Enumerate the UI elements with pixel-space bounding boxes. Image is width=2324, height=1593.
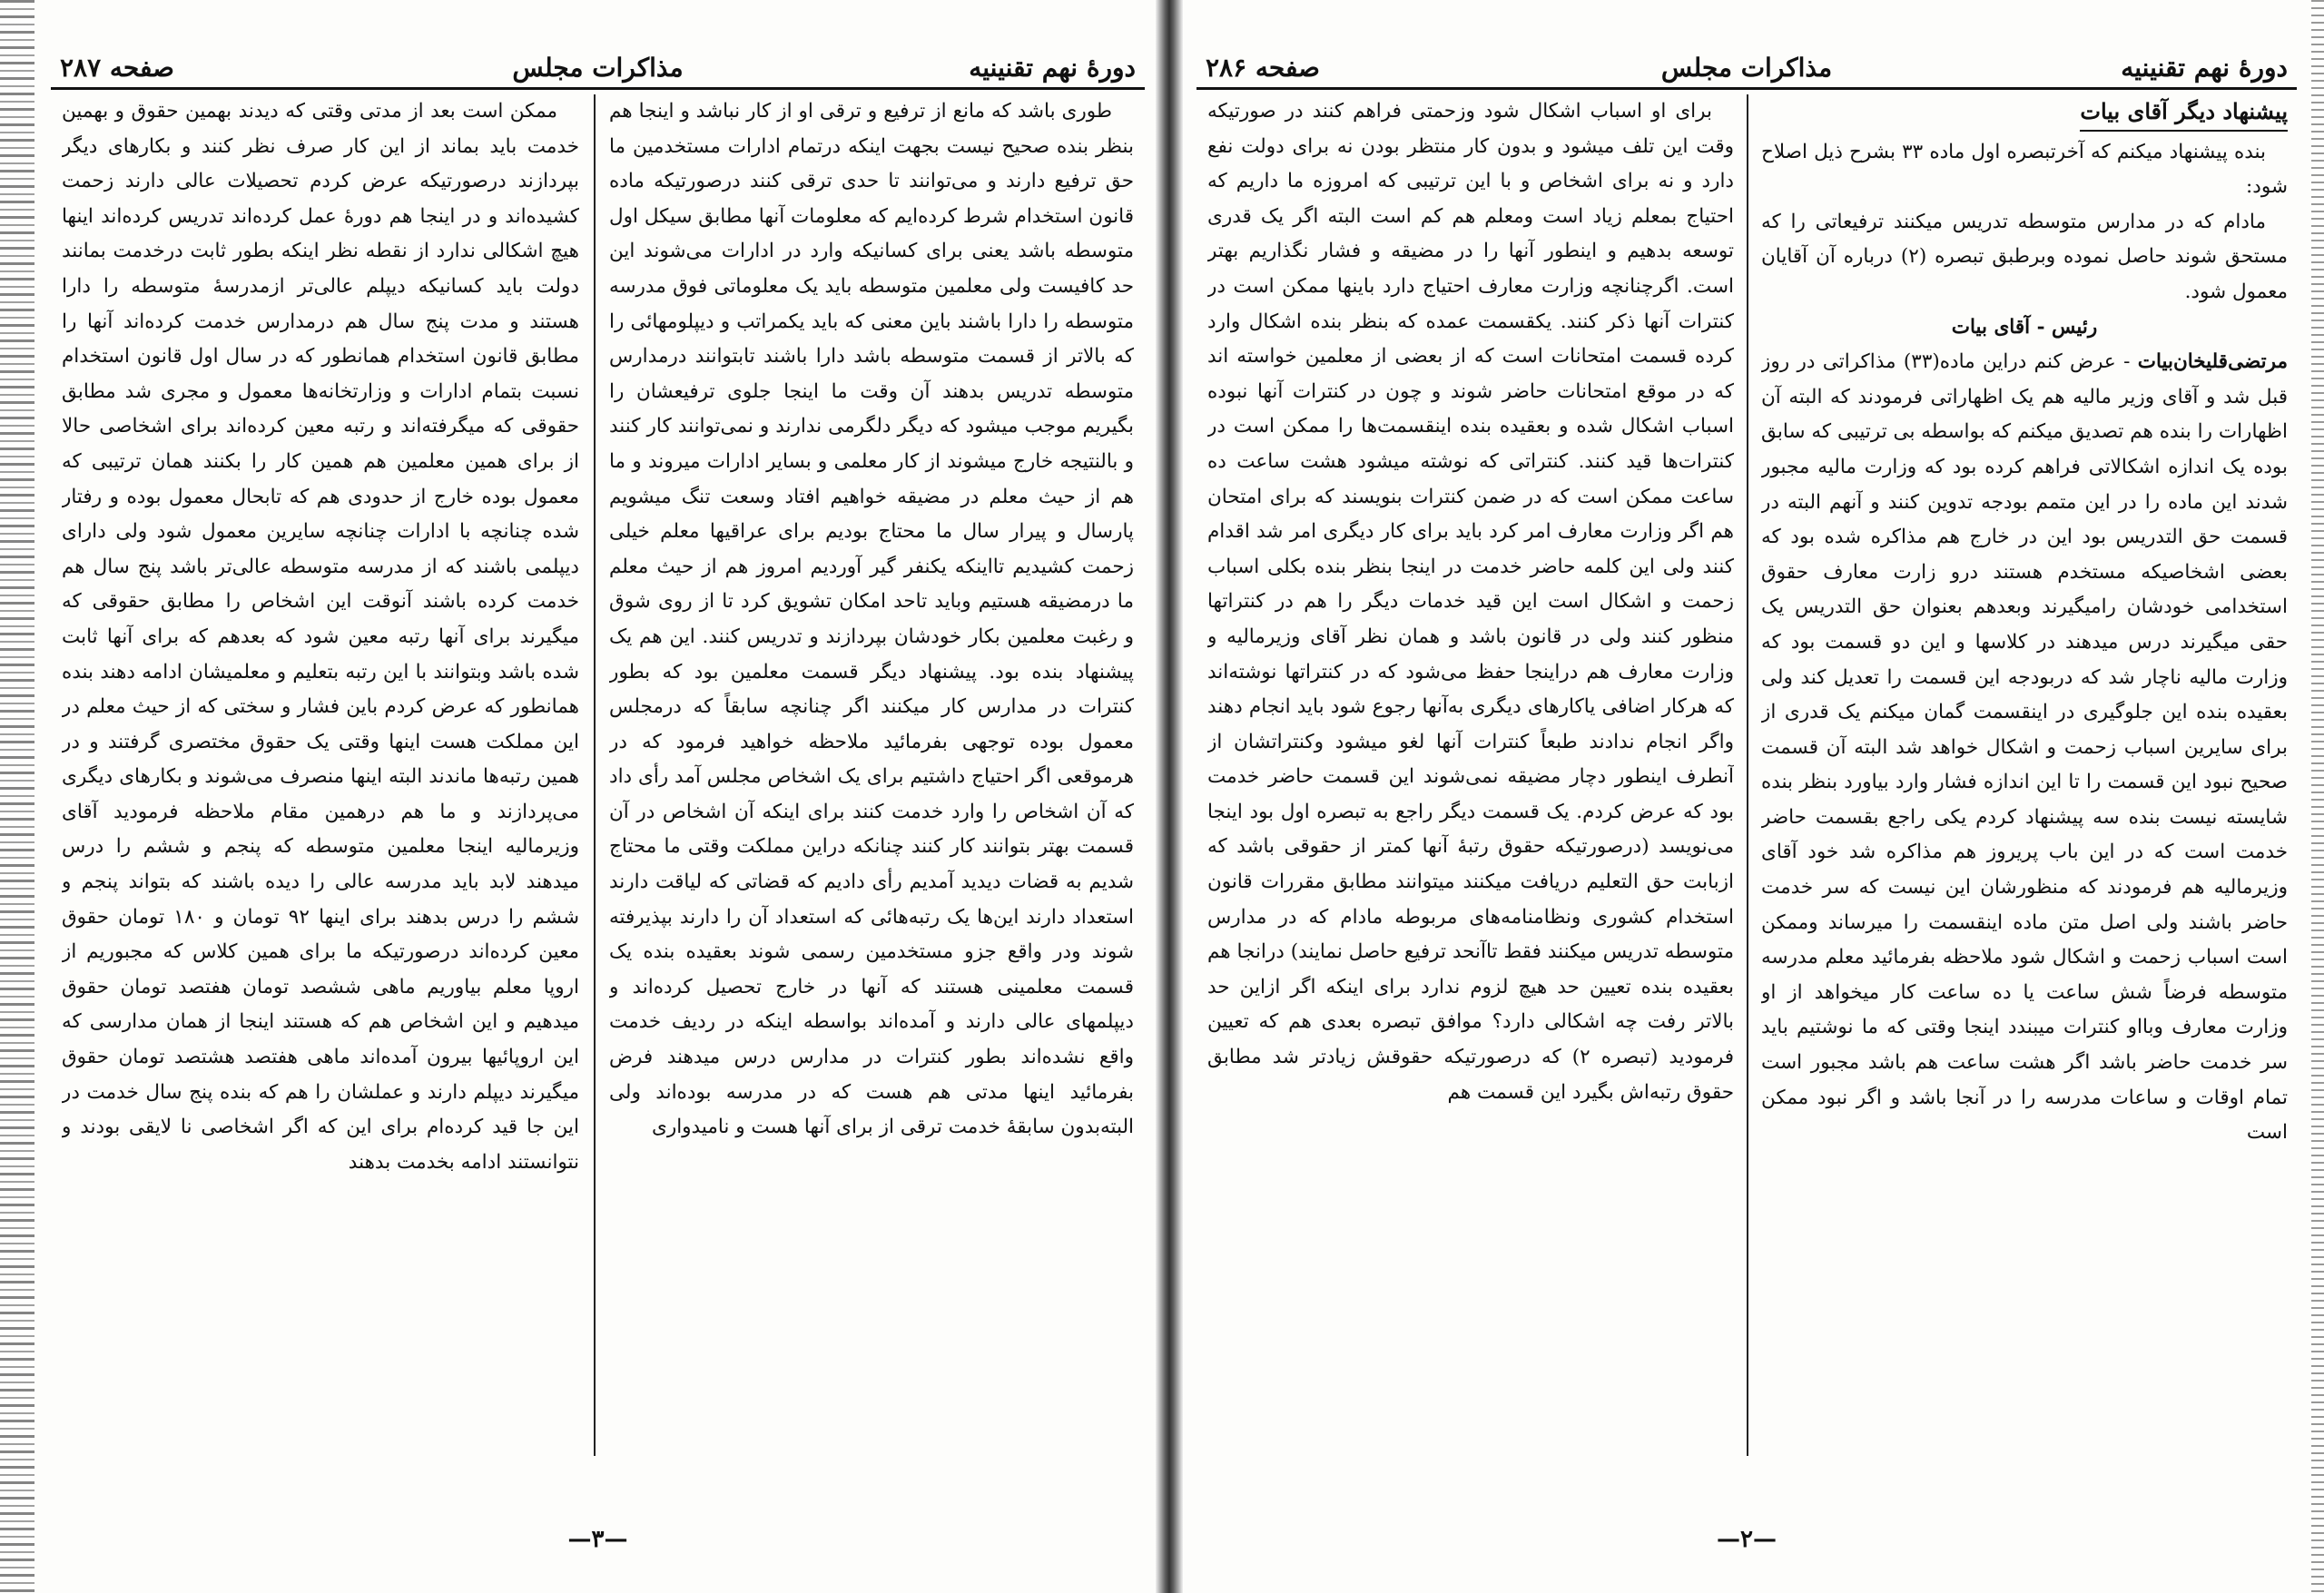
right-page-running-title: مذاکرات مجلس [1660,53,1833,83]
chair-line: رئیس - آقای بیات [1951,315,2098,339]
left-page-term: دورهٔ نهم تقنینیه [969,53,1136,83]
left-page-header [51,47,1145,90]
speaker-name: مرتضی‌قلیخان‌بیات [2137,350,2288,374]
left-page-footer-number: —۳— [567,1526,628,1553]
page-edge-left [0,0,34,1593]
paragraph: بنده پیشنهاد میکنم که آخرتبصره اول ماده ۳۳ بشرح ذیل اصلاح شود: [1761,140,2288,199]
section-title: پیشنهاد دیگر آقای بیات [2080,94,2288,132]
left-page-column-inner [609,94,1134,1456]
column-divider [594,94,596,1456]
paragraph: طوری باشد که مانع از ترفیع و ترقی او از کار نباشد و اینجا هم بنظر بنده صحیح نیست بجهت اینکه درتمام ادارات مستخدمین ما حق ترفیع دارند و می‌توانند تا حدی ترقی کنند درصورتیکه ماده قانون استخدام شرط کرده‌ایم که معلومات آنها مطابق سیکل اول متوسطه باشد یعنی برای کسانیکه وارد در ادارات می‌شوند این حد کافیست ولی معلمین متوسطه باید یک معلوماتی فوق مدرسه متوسطه را دارا باشند باین معنی که باید یکمراتب و دیپلومهائی را که بالاتر از قسمت متوسطه باشد دارا باشند تابتوانند درمدارس متوسطه تدریس بدهند آن وقت ما اینجا جلوی ترفیعشان را بگیریم موجب میشود که دیگر دلگرمی ندارند و نمی‌توانند کار کنند و بالنتیجه خارج میشوند از کار معلمی و بسایر ادارات میروند و ما هم از حیث معلم در مضیقه خواهیم افتاد وسعت تنگ میشویم پارسال و پیرار سال ما محتاج بودیم برای عراقیها معلم خیلی زحمت کشیدیم تااینکه یکنفر گیر آوردیم امروز هم از حیث معلم ما درمضیقه هستیم وباید تاحد امکان تشویق کرد تا از روی شوق و رغبت معلمین بکار خودشان بپردازند و تدریس کنند. این هم یک پیشنهاد بنده بود. پیشنهاد دیگر قسمت معلمین بود که بطور کنترات در مدارس کار میکنند اگر چنانچه سابقاً که درمجلس معمول بوده توجهی بفرمائید ملاحظه خواهید فرمود که در هرموقعی اگر احتیاج داشتیم برای یک اشخاص مجلس آمد رأی داد که آن اشخاص را وارد خدمت کنند برای اینکه آن اشخاص در آن قسمت بهتر بتوانند کار کنند چنانکه دراین مملکت وقتی ما محتاج شدیم به قضات دیدید آمدیم رأی دادیم که قضاتی که لیاقت دارند استعداد دارند این‌ها یک رتبه‌هائی که استعداد آن را دارند بپذیرفته شوند ودر واقع جزو مستخدمین رسمی شوند بعقیده بنده یک قسمت معلمینی هستند که آنها در خارج تحصیل کرده‌اند و دیپلمهای عالی دارند و آمده‌اند بواسطه اینکه در ردیف خدمت واقع نشده‌اند بطور کنترات در مدارس درس میدهند فرض بفرمائید اینها مدتی هم هست که در مدرسه بوده‌اند ولی البته‌بدون سابقهٔ خدمت ترقی از برای آنها هست و نامیدواری [609,100,1134,1139]
column-divider [1747,94,1748,1456]
left-page [51,0,1145,1593]
right-page-column-inner [1207,94,1734,1456]
speech-paragraph [1761,345,2288,1151]
right-page-column-outer [1761,94,2288,1456]
right-page [1196,0,2297,1593]
right-page-footer-number: —۲— [1717,1526,1777,1553]
paragraph: برای او اسباب اشکال شود وزحمتی فراهم کنند در صورتیکه وقت این تلف میشود و بدون کار منتظر بودن نه برای دولت نفع دارد و نه برای اشخاص و با این ترتیبی که امروزه ما داریم که احتیاج بمعلم زیاد است ومعلم هم کم است البته اگر یک قدری توسعه بدهیم و اینطور آنها را در مضیقه و فشار نگذاریم بهتر است. اگرچنانچه وزارت معارف احتیاج دارد باینها ممکن است در کنترات آنها ذکر کنند. یکقسمت عمده که بنظر بنده اشکال وارد کرده قسمت امتحانات است که از بعضی از معلمین خواسته اند که در موقع امتحانات حاضر شوند و چون در کنترات آنها نبوده اسباب اشکال شده و بعقیده بنده اینقسمت‌ها را ممکن است در کنترات‌ها قید کنند. کنتراتی که نوشته میشود هشت ساعت ده ساعت ممکن است که در ضمن کنترات بنویسند که برای امتحان هم اگر وزارت معارف امر کرد باید برای کار دیگری امر شد اقدام کنند ولی این کلمه حاضر خدمت در اینجا بنظر بنده بکلی اسباب زحمت و اشکال است این قید خدمات دیگر را هم در کنتراتها منظور کنند ولی در قانون باشد و همان نظر آقای وزیرمالیه و وزارت معارف هم دراینجا حفظ می‌شود که در کنتراتها نوشته‌اند که هرکار اضافی یاکارهای دیگری به‌آنها رجوع شود باید انجام دهند واگر انجام ندادند طبعاً کنترات آنها لغو میشود وکنتراتشان از آنطرف اینطور دچار مضیقه نمی‌شوند این قسمت حاضر خدمت بود که عرض کردم. یک قسمت دیگر راجع به تبصره اول بود اینجا می‌نویسد (درصورتیکه حقوق رتبهٔ آنها کمتر از حقوقی باشد که ازبابت حق التعلیم دریافت میکنند میتوانند مطابق مقررات قانون استخدام کشوری ونظامنامه‌های مربوطه مادام که در مدارس متوسطه تدریس میکنند فقط تاآنحد ترفیع حاصل نمایند) درانجا هم بعقیده بنده تعیین حد هیچ لزوم ندارد برای اینکه اگر ازاین حد بالاتر رفت چه اشکالی دارد؟ موافق تبصره بعدی هم که تعیین فرمودید (تبصره ۲) که درصورتیکه حقوقش زیادتر شد مطابق حقوق رتبه‌اش بگیرد این قسمت هم [1207,100,1734,1104]
page-edge-right [2311,0,2324,1593]
book-spine [1156,0,1183,1593]
right-page-term: دورهٔ نهم تقنینیه [2121,53,2288,83]
right-page-number: صفحه ۲۸۶ [1206,53,1320,83]
right-page-header [1196,47,2297,90]
paragraph: ممکن است بعد از مدتی وقتی که دیدند بهمین حقوق و بهمین خدمت باید بماند از این کار صرف نظر کنند و بکارهای دیگر بپردازند درصورتیکه عرض کردم تحصیلات عالی دارند زحمت کشیده‌اند و در اینجا هم دورهٔ عمل کرده‌اند تدریس کرده‌اند اینها هیچ اشکالی ندارد از نقطه نظر اینکه بطور ثابت درخدمت بمانند دولت باید کسانیکه دیپلم عالی‌تر ازمدرسهٔ متوسطه را دارا هستند و مدت پنج سال هم درمدارس خدمت کرده‌اند آنها را مطابق قانون استخدام همانطور که در سال اول قانون استخدام نسبت بتمام ادارات و وزارتخانه‌ها معمول و مجری شد مطابق حقوقی که میگرفته‌اند و رتبه معین کرده‌اند برای اشخاصی حالا از برای همین معلمین هم همین کار را بکنند همان ترتیبی که معمول بوده خارج از حدودی هم که تابحال معمول بوده و رفتار شده چنانچه با ادارات چنانچه سایرین معمول شود ولی دارای دیپلمی باشند که از مدرسه متوسطه عالی‌تر باشد پنج سال هم خدمت کرده باشند آنوقت این اشخاص را مطابق حقوقی که میگیرند برای آنها رتبه معین شود که بعدهم که برای آنها ثابت شده باشد وبتوانند با این رتبه بتعلیم و معلمیشان ادامه دهند بنده همانطور که عرض کردم باین فشار و سختی که از حیث معلم در این مملکت هست اینها وقتی یک حقوق مختصری گرفتند و در همین رتبه‌ها ماندند البته اینها منصرف می‌شوند و بکارهای دیگری می‌پردازند و ما هم درهمین مقام ملاحظه فرمودید آقای وزیرمالیه اینجا معلمین متوسطه که پنجم و ششم را درس میدهند لابد باید مدرسه عالی را دیده باشند که بتواند پنجم و ششم را درس بدهند برای اینها ۹۲ تومان و ۱۸۰ تومان حقوق معین کرده‌اند درصورتیکه ما برای همین کلاس که مجبوریم از اروپا معلم بیاوریم ماهی ششصد تومان هفتصد تومان حقوق میدهیم و این اشخاص هم که هستند اینجا از همان مدارسی که این اروپائیها بیرون آمده‌اند ماهی هفتصد هشتصد تومان حقوق میگیرند دیپلم دارند و عملشان را هم که بنده پنج سال خدمت در این جا قید کرده‌ام برای این که اگر اشخاصی نا لایقی بودند و نتوانستند ادامه بخدمت بدهند [62,100,579,1174]
left-page-running-title: مذاکرات مجلس [512,53,684,83]
left-page-number: صفحه ۲۸۷ [60,53,174,83]
paragraph: مادام که در مدارس متوسطه تدریس میکنند ترفیعاتی را که مستحق شوند حاصل نموده وبرطبق تبصره (۲) درباره آن آقایان معمول شود. [1761,210,2288,303]
speech-text: - عرض کنم دراین ماده(۳۳) مذاکراتی در روز قبل شد و آقای وزیر مالیه هم یک اظهاراتی فرمودند که البته آن اظهارات را بنده هم تصدیق میکنم که بواسطه بی ترتیبی که سابق بوده یک اندازه اشکالاتی فراهم کرده بود که وزارت مالیه مجبور شدند این ماده را در این متمم بودجه تدوین کنند و آنهم البته در قسمت حق التدریس بود این در خارج هم مذاکره شده بود که بعضی اشخاصیکه مستخدم هستند درو زارت معارف حقوق استخدامی خودشان رامیگیرند وبعدهم بعنوان حق التدریس یک حقی میگیرند درس میدهند در کلاسها و این دو قسمت بود که وزارت مالیه ناچار شد که دربودجه این قسمت را تعدیل کند ولی بعقیده بنده این جلوگیری در اینقسمت گمان میکنم یک قدری از برای سایرین اسباب زحمت و اشکال خواهد شد البته آن قسمت صحیح نبود این قسمت را تا این اندازه فشار وارد بیاورد بنظر بنده شایسته نیست بنده سه پیشنهاد کردم یکی راجع بقسمت حاضر خدمت است که در این باب پریروز هم مذاکره شد خود آقای وزیرمالیه هم فرمودند که منظورشان این نیست که سر خدمت حاضر باشند ولی اصل متن ماده اینقسمت را میرساند وممکن است اسباب زحمت و اشکال شود ملاحظه بفرمائید معلم مدرسه متوسطه فرضاً شش ساعت یا ده ساعت کار میخواهد از او وزارت معارف وبااو کنترات میبندد اینجا وقتی که ما نوشتیم باید سر خدمت حاضر باشد اگر هشت ساعت هم باشد مجبور است تمام اوقات و ساعات مدرسه را در آنجا باشد و اگر نبود ممکن است [1761,350,2288,1145]
left-page-column-outer [62,94,579,1456]
